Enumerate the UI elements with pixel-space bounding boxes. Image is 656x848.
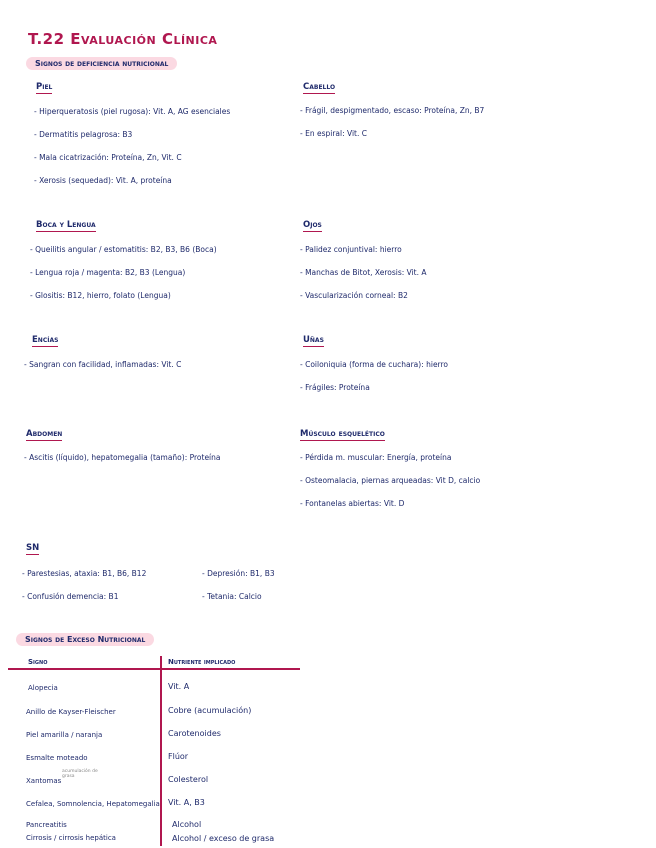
heading-sn: SN [26,543,40,553]
table-row-sign: Alopecia [28,684,58,692]
heading-piel: Piel [36,82,53,92]
table-header-divider [8,668,300,670]
table-row-sign: Piel amarilla / naranja [26,731,103,739]
sn-item: - Depresión: B1, B3 [202,569,275,578]
cabello-item: - En espiral: Vit. C [300,129,368,138]
heading-cabello: Cabello [303,82,336,92]
table-row-sign: Cirrosis / cirrosis hepática [26,834,116,842]
table-row-nutrient: Flúor [168,752,189,761]
heading-boca-lengua: Boca y Lengua [36,220,96,230]
table-column-divider [160,656,162,846]
table-row-nutrient: Carotenoides [168,729,221,738]
musculo-item: - Osteomalacia, piernas arqueadas: Vit D, calcio [300,476,481,485]
encias-item: - Sangran con facilidad, inflamadas: Vit. C [24,360,182,369]
heading-musculo-esqueletico: Músculo esquelético [300,429,385,439]
unas-item: - Coiloniquia (forma de cuchara): hierro [300,360,449,369]
boca-item: - Queilitis angular / estomatitis: B2, B3, B6 (Boca) [30,245,217,254]
column-header-signo: Signo [28,658,48,666]
table-row-sign: Pancreatitis [26,821,67,829]
table-row-nutrient: Cobre (acumulación) [168,706,252,715]
table-row-sign: Esmalte moteado [26,754,88,762]
boca-item: - Glositis: B12, hierro, folato (Lengua) [30,291,171,300]
abdomen-item: - Ascitis (líquido), hepatomegalia (tamaño): Proteína [24,453,221,462]
deficiency-section-label: Signos de deficiencia nutricional [26,57,177,70]
heading-encias: Encías [32,335,59,345]
ojos-item: - Manchas de Bitot, Xerosis: Vit. A [300,268,427,277]
heading-ojos: Ojos [303,220,322,230]
piel-item: - Hiperqueratosis (piel rugosa): Vit. A, AG esenciales [34,107,231,116]
sn-item: - Confusión demencia: B1 [22,592,119,601]
table-row-nutrient: Alcohol [172,820,202,829]
piel-item: - Xerosis (sequedad): Vit. A, proteína [34,176,172,185]
table-row-sign: Cefalea, Somnolencia, Hepatomegalia [26,800,160,808]
sn-item: - Tetania: Calcio [202,592,262,601]
excess-section-label: Signos de Exceso Nutricional [16,633,154,646]
table-row-sign: Anillo de Kayser-Fleischer [26,708,116,716]
musculo-item: - Pérdida m. muscular: Energía, proteína [300,453,452,462]
musculo-item: - Fontanelas abiertas: Vit. D [300,499,405,508]
cabello-item: - Frágil, despigmentado, escaso: Proteína, Zn, B7 [300,106,485,115]
table-row-nutrient: Vit. A [168,682,190,691]
table-row-nutrient: Vit. A, B3 [168,798,205,807]
piel-item: - Mala cicatrización: Proteína, Zn, Vit. C [34,153,182,162]
xantomas-note: acumulación de grasa [62,769,98,779]
page-title: T.22 Evaluación Clínica [28,30,218,48]
sn-item: - Parestesias, ataxia: B1, B6, B12 [22,569,147,578]
heading-unas: Uñas [303,335,324,345]
table-row-nutrient: Colesterol [168,775,209,784]
boca-item: - Lengua roja / magenta: B2, B3 (Lengua) [30,268,186,277]
table-row-nutrient: Alcohol / exceso de grasa [172,834,275,843]
table-row-sign: Xantomas [26,777,62,785]
column-header-nutriente: Nutriente implicado [168,658,236,666]
ojos-item: - Palidez conjuntival: hierro [300,245,402,254]
unas-item: - Frágiles: Proteína [300,383,370,392]
piel-item: - Dermatitis pelagrosa: B3 [34,130,133,139]
heading-abdomen: Abdomen [26,429,63,439]
ojos-item: - Vascularización corneal: B2 [300,291,408,300]
